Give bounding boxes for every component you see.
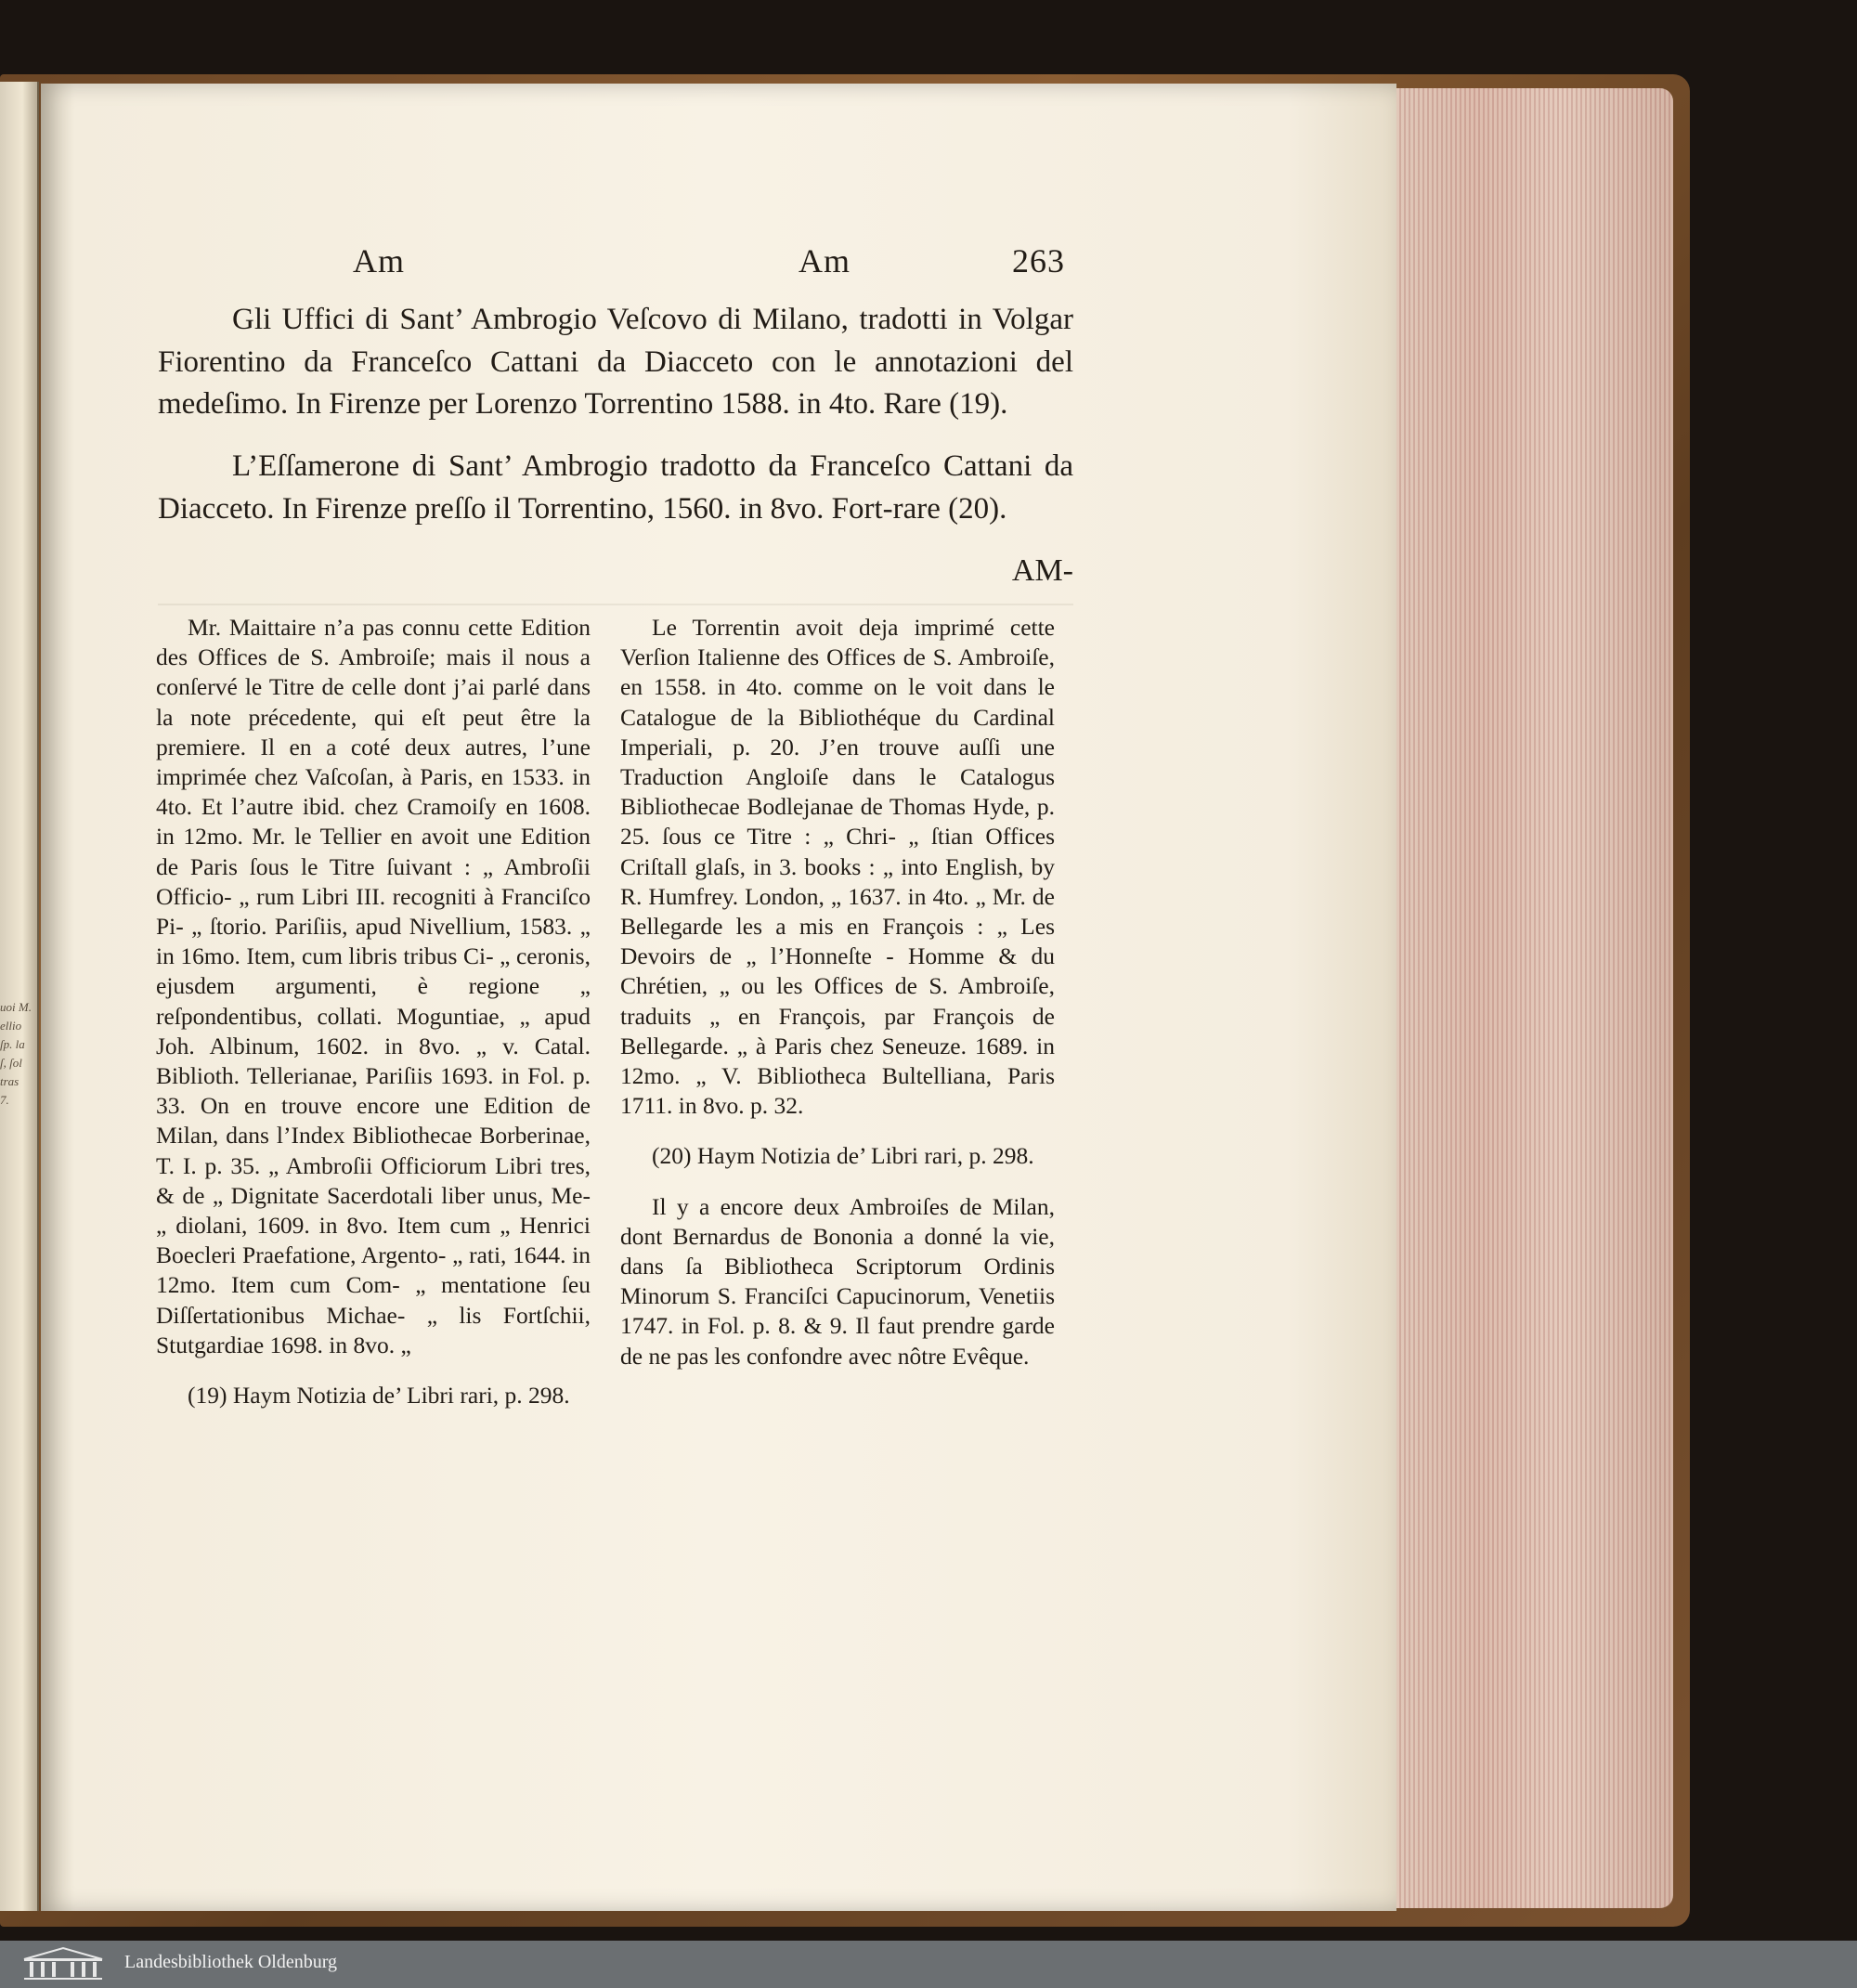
page-number: 263 — [1012, 242, 1065, 279]
catchword: AM- — [1011, 553, 1073, 588]
annotation-line: tras — [0, 1074, 19, 1088]
note-paragraph: Le Torrentin avoit deja imprimé cette Verſion Italienne des Offices de S. Ambroiſe, en 1558. in 4to. comme on le voit dans le Catalogue de la Bibliothéque du Cardinal Imperiali, p. 20. J’en trouve auſſi une Traduction Angloiſe dans le Catalogus Bibliothecae Bodlejanae de Thomas Hyde, p. 25. ſous ce Titre : „ Chri- „ ſtian Offices Criſtall glaſs, in 3. books : „ into English, by R. Humfrey. London, „ 1637. in 4to. „ Mr. de Bellegarde les a mis en François : „ Les Devoirs de „ l’Honneſte - Homme & du Chrétien, „ ou les Offices de S. Ambroiſe, traduits „ en François, par François de Bellegarde. „ à Paris chez Seneuze. 1689. in 12mo. „ V. Bibliotheca Bultelliana, Paris 1711. in 8vo. p. 32. — [620, 614, 1055, 1120]
entry-paragraph: Gli Uffici di Sant’ Ambrogio Veſcovo di Milano, tradotti in Volgar Fiorentino da Franceſco Cattani da Diacceto con le annotazioni del medeſimo. In Firenze per Lorenzo Torrentino 1588. in 4to. Rare (19). — [158, 303, 1073, 421]
right-column — [620, 613, 1055, 1392]
left-column — [156, 613, 591, 1431]
header-left: Am — [353, 242, 405, 279]
header-center: Am — [799, 242, 851, 279]
annotation-line: ſ, ſol — [0, 1056, 22, 1070]
note-paragraph: Il y a encore deux Ambroiſes de Milan, dont Bernardus de Bononia a donné la vie, dans ſa Bibliotheca Scriptorum Ordinis Minorum S. Franciſci Capucinorum, Venetiis 1747. in Fol. p. 8. & 9. Il faut prendre garde de ne pas les confondre avec nôtre Evêque. — [620, 1192, 1055, 1370]
entry-paragraph: L’Eſſamerone di Sant’ Ambrogio tradotto da Franceſco Cattani da Diacceto. In Firenze preſſo il Torrentino, 1560. in 8vo. Fort-rare (20). — [158, 449, 1073, 526]
annotation-line: 7. — [0, 1093, 9, 1107]
annotation-line: ſp. la — [0, 1037, 25, 1051]
library-building-icon — [20, 1946, 106, 1982]
footer-bar — [0, 1941, 1857, 1988]
note-paragraph: Mr. Maittaire n’a pas connu cette Edition des Offices de S. Ambroiſe; mais il nous a conſervé le Titre de celle dont j’ai parlé dans la note précedente, qui eſt peut être la premiere. Il en a coté deux autres, l’une imprimée chez Vaſcoſan, à Paris, en 1533. in 4to. Et l’autre ibid. chez Cramoiſy en 1608. in 12mo. Mr. le Tellier en avoit une Edition de Paris ſous le Titre ſuivant : „ Ambroſii Officio- „ rum Libri III. recogniti à Franciſco Pi- „ ſtorio. Pariſiis, apud Nivellium, 1583. „ in 16mo. Item, cum libris tribus Ci- „ ceronis, ejusdem argumenti, è regione „ reſpondentibus, collati. Moguntiae, „ apud Joh. Albinum, 1602. in 8vo. „ v. Catal. Biblioth. Tellerianae, Pariſiis 1693. in Fol. p. 33. On en trouve encore une Edition de Milan, dans l’Index Bibliothecae Borberinae, T. I. p. 35. „ Ambroſii Officiorum Libri tres, & de „ Dignitate Sacerdotali liber unus, Me- „ diolani, 1609. in 8vo. Item cum „ Henrici Boecleri Praefatione, Argento- „ rati, 1644. in 12mo. Item cum Com- „ mentatione ſeu Diſſertationibus Michae- „ lis Fortſchii, Stutgardiae 1698. in 8vo. „ — [156, 614, 591, 1358]
margin-annotation — [0, 998, 37, 1175]
footer-label: Landesbibliothek Oldenburg — [124, 1952, 338, 1972]
footnote: (20) Haym Notizia de’ Libri rari, p. 298. — [652, 1142, 1034, 1170]
running-header — [158, 241, 1068, 288]
annotation-line: uoi M. — [0, 1000, 32, 1014]
footnote: (19) Haym Notizia de’ Libri rari, p. 298. — [188, 1382, 570, 1410]
page-fore-edge — [1393, 88, 1673, 1908]
left-page-edge — [0, 82, 39, 1911]
section-divider — [158, 604, 1073, 605]
annotation-line: ellio — [0, 1019, 22, 1033]
